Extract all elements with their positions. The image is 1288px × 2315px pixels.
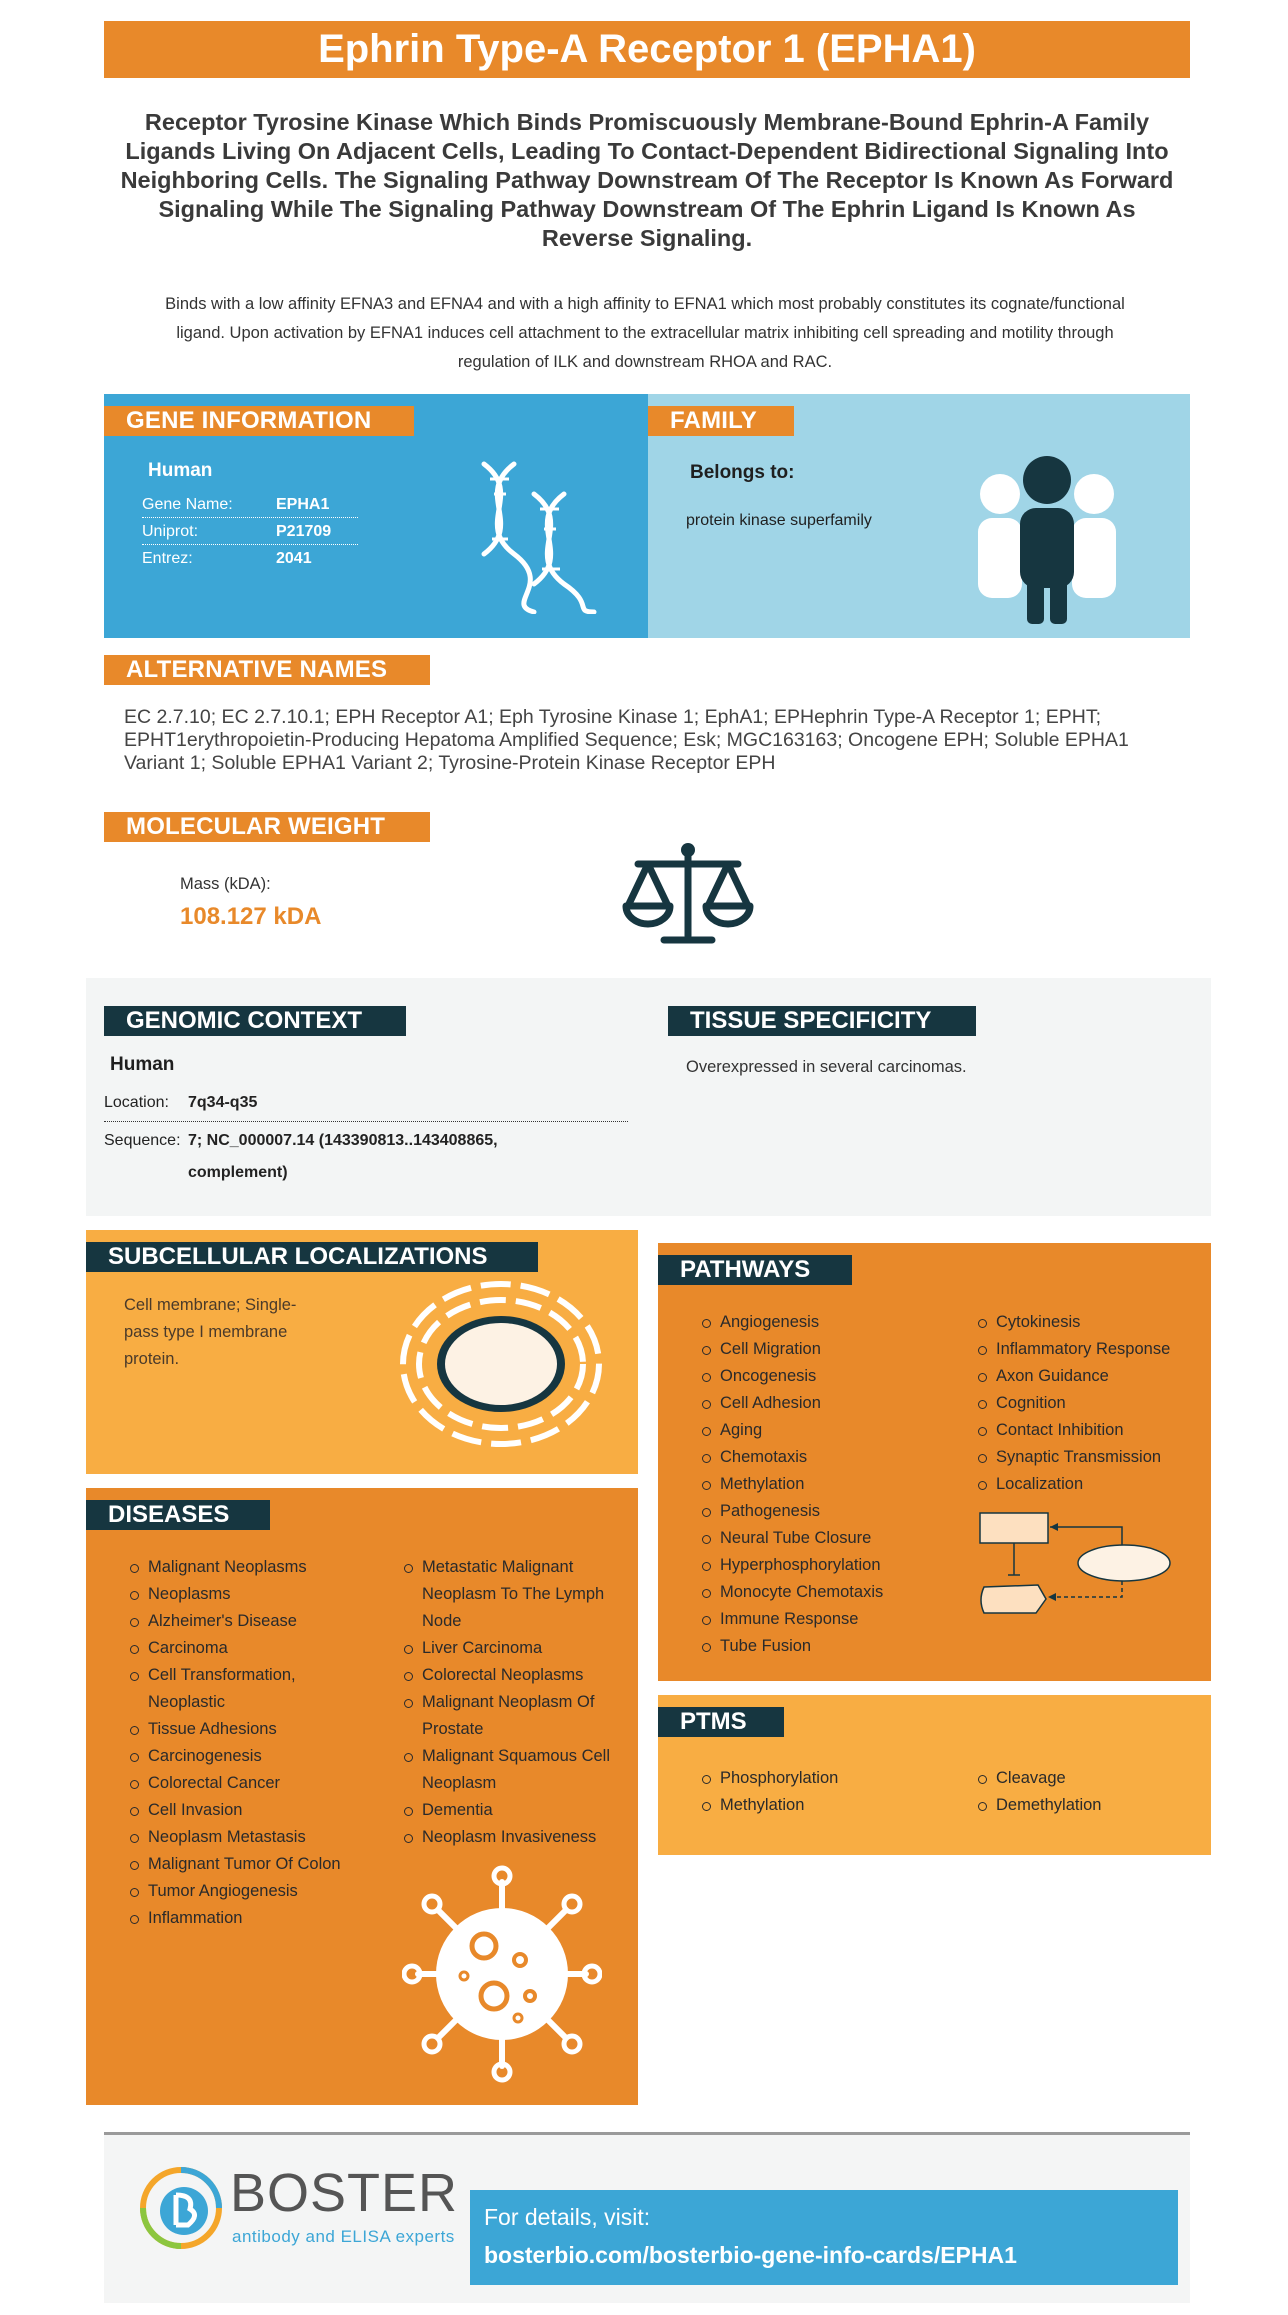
brand-name: BOSTER: [230, 2163, 459, 2223]
list-item: Neoplasm Invasiveness: [404, 1824, 634, 1851]
pathways-heading: PATHWAYS: [658, 1255, 852, 1285]
function-description: Binds with a low affinity EFNA3 and EFNA4 and with a high affinity to EFNA1 which most probably constitutes its cognate/functional ligand. Upon activation by EFNA1 induces cell attachment to the extracellular matrix inhibiting cell spreading and motility through regulation of ILK and downstream RHOA and RAC.: [165, 295, 1125, 371]
entrez-row: [142, 546, 358, 572]
list-item: Monocyte Chemotaxis: [702, 1579, 952, 1606]
cell-organelle-icon: [396, 1278, 606, 1450]
uniprot-row: [142, 519, 358, 545]
list-item: Tissue Adhesions: [130, 1716, 370, 1743]
visit-label: For details, visit:: [484, 2204, 651, 2230]
list-item: Cleavage: [978, 1765, 1208, 1792]
scale-icon: [618, 840, 758, 952]
family-value: protein kinase superfamily: [686, 512, 872, 529]
subcellular-line-3: protein.: [124, 1350, 180, 1368]
gene-species: Human: [148, 460, 213, 481]
entrez-value: 2041: [276, 550, 312, 567]
gene-name-row: [142, 492, 358, 518]
list-item: Aging: [702, 1417, 952, 1444]
list-item: Cytokinesis: [978, 1309, 1208, 1336]
list-item: Tumor Angiogenesis: [130, 1878, 370, 1905]
sequence-value-line2: complement): [188, 1164, 288, 1181]
details-url-link[interactable]: bosterbio.com/bosterbio-gene-info-cards/EPHA1: [484, 2242, 1017, 2268]
diseases-list-col2: [404, 1554, 634, 1851]
boster-logo-icon: [138, 2165, 224, 2251]
pathway-diagram-icon: [978, 1505, 1178, 1615]
genomic-context-heading: GENOMIC CONTEXT: [104, 1006, 406, 1036]
details-link-box[interactable]: [470, 2190, 1178, 2285]
family-heading: FAMILY: [648, 406, 794, 436]
family-panel: [648, 394, 1190, 638]
uniprot-value: P21709: [276, 523, 332, 540]
list-item: Pathogenesis: [702, 1498, 952, 1525]
list-item: Metastatic Malignant Neoplasm To The Lymph Node: [404, 1554, 634, 1635]
list-item: Cell Invasion: [130, 1797, 370, 1824]
gene-name-label: Gene Name:: [142, 496, 233, 513]
list-item: Neoplasm Metastasis: [130, 1824, 370, 1851]
subcellular-heading: SUBCELLULAR LOCALIZATIONS: [86, 1242, 538, 1272]
brand-tagline: antibody and ELISA experts: [232, 2227, 455, 2246]
list-item: Hyperphosphorylation: [702, 1552, 952, 1579]
list-item: Cell Transformation, Neoplastic: [130, 1662, 370, 1716]
page-title: Ephrin Type-A Receptor 1 (EPHA1): [104, 21, 1190, 78]
list-item: Oncogenesis: [702, 1363, 952, 1390]
list-item: Phosphorylation: [702, 1765, 952, 1792]
list-item: Localization: [978, 1471, 1208, 1498]
location-value: 7q34-q35: [188, 1094, 258, 1111]
sequence-value-line1: 7; NC_000007.14 (143390813..143408865,: [188, 1132, 498, 1149]
tissue-specificity-text: Overexpressed in several carcinomas.: [686, 1058, 967, 1076]
list-item: Cognition: [978, 1390, 1208, 1417]
list-item: Colorectal Neoplasms: [404, 1662, 634, 1689]
list-item: Neural Tube Closure: [702, 1525, 952, 1552]
gene-information-heading: GENE INFORMATION: [104, 406, 414, 436]
genomic-tissue-section: [86, 978, 1211, 1216]
list-item: Methylation: [702, 1792, 952, 1819]
list-item: Inflammation: [130, 1905, 370, 1932]
ptms-list-col1: [702, 1765, 952, 1819]
list-item: Malignant Squamous Cell Neoplasm: [404, 1743, 634, 1797]
pathways-list-col2: [978, 1309, 1208, 1498]
mass-value: 108.127 kDA: [180, 903, 322, 930]
list-item: Neoplasms: [130, 1581, 370, 1608]
subcellular-line-2: pass type I membrane: [124, 1323, 288, 1341]
molecular-weight-heading: MOLECULAR WEIGHT: [104, 812, 430, 842]
list-item: Synaptic Transmission: [978, 1444, 1208, 1471]
pathways-list-col1: [702, 1309, 952, 1660]
list-item: Malignant Neoplasm Of Prostate: [404, 1689, 634, 1743]
uniprot-label: Uniprot:: [142, 523, 199, 540]
people-group-icon: [970, 456, 1124, 624]
gene-name-value: EPHA1: [276, 496, 330, 513]
tissue-specificity-heading: TISSUE SPECIFICITY: [668, 1006, 976, 1036]
location-row: [104, 1094, 628, 1122]
alternative-names-heading: ALTERNATIVE NAMES: [104, 655, 430, 685]
list-item: Liver Carcinoma: [404, 1635, 634, 1662]
list-item: Alzheimer's Disease: [130, 1608, 370, 1635]
list-item: Angiogenesis: [702, 1309, 952, 1336]
subcellular-line-1: Cell membrane; Single-: [124, 1296, 297, 1314]
gene-information-panel: [104, 394, 648, 638]
ptms-panel: [658, 1695, 1211, 1855]
virus-icon: [402, 1864, 602, 2084]
ptms-list-col2: [978, 1765, 1208, 1819]
list-item: Immune Response: [702, 1606, 952, 1633]
list-item: Malignant Neoplasms: [130, 1554, 370, 1581]
pathways-panel: [658, 1243, 1211, 1681]
list-item: Dementia: [404, 1797, 634, 1824]
entrez-label: Entrez:: [142, 550, 193, 567]
list-item: Cell Migration: [702, 1336, 952, 1363]
protein-summary: Receptor Tyrosine Kinase Which Binds Promiscuously Membrane-Bound Ephrin-A Family Ligands Living On Adjacent Cells, Leading To Contact-Dependent Bidirectional Signaling Into Neighboring Cells. The Signaling Pathway Downstream Of The Receptor Is Known As Forward Signaling While The Signaling Pathway Downstream Of The Ephrin Ligand Is Known As Reverse Signaling.: [120, 109, 1174, 251]
list-item: Carcinogenesis: [130, 1743, 370, 1770]
diseases-panel: [86, 1488, 638, 2105]
alternative-names-text: EC 2.7.10; EC 2.7.10.1; EPH Receptor A1; Eph Tyrosine Kinase 1; EphA1; EPHephrin Type-A Receptor 1; EPHT; EPHT1erythropoietin-Producing Hepatoma Amplified Sequence; Esk; MGC163163; Oncogene EPH; Soluble EPHA1 Variant 1; Soluble EPHA1 Variant 2; Tyrosine-Protein Kinase Receptor EPH: [124, 706, 1129, 774]
list-item: Inflammatory Response: [978, 1336, 1208, 1363]
list-item: Demethylation: [978, 1792, 1208, 1819]
diseases-heading: DISEASES: [86, 1500, 270, 1530]
subcellular-text: [124, 1292, 296, 1373]
list-item: Chemotaxis: [702, 1444, 952, 1471]
list-item: Tube Fusion: [702, 1633, 952, 1660]
belongs-to-label: Belongs to:: [690, 462, 795, 483]
list-item: Carcinoma: [130, 1635, 370, 1662]
list-item: Malignant Tumor Of Colon: [130, 1851, 370, 1878]
diseases-list-col1: [130, 1554, 370, 1932]
subcellular-panel: [86, 1230, 638, 1474]
genomic-species: Human: [110, 1054, 175, 1075]
list-item: Colorectal Cancer: [130, 1770, 370, 1797]
sequence-label: Sequence:: [104, 1132, 181, 1149]
location-label: Location:: [104, 1094, 169, 1111]
list-item: Cell Adhesion: [702, 1390, 952, 1417]
list-item: Axon Guidance: [978, 1363, 1208, 1390]
list-item: Methylation: [702, 1471, 952, 1498]
list-item: Contact Inhibition: [978, 1417, 1208, 1444]
dna-icon: [464, 454, 614, 614]
mass-label: Mass (kDA):: [180, 875, 271, 893]
ptms-heading: PTMS: [658, 1707, 784, 1737]
